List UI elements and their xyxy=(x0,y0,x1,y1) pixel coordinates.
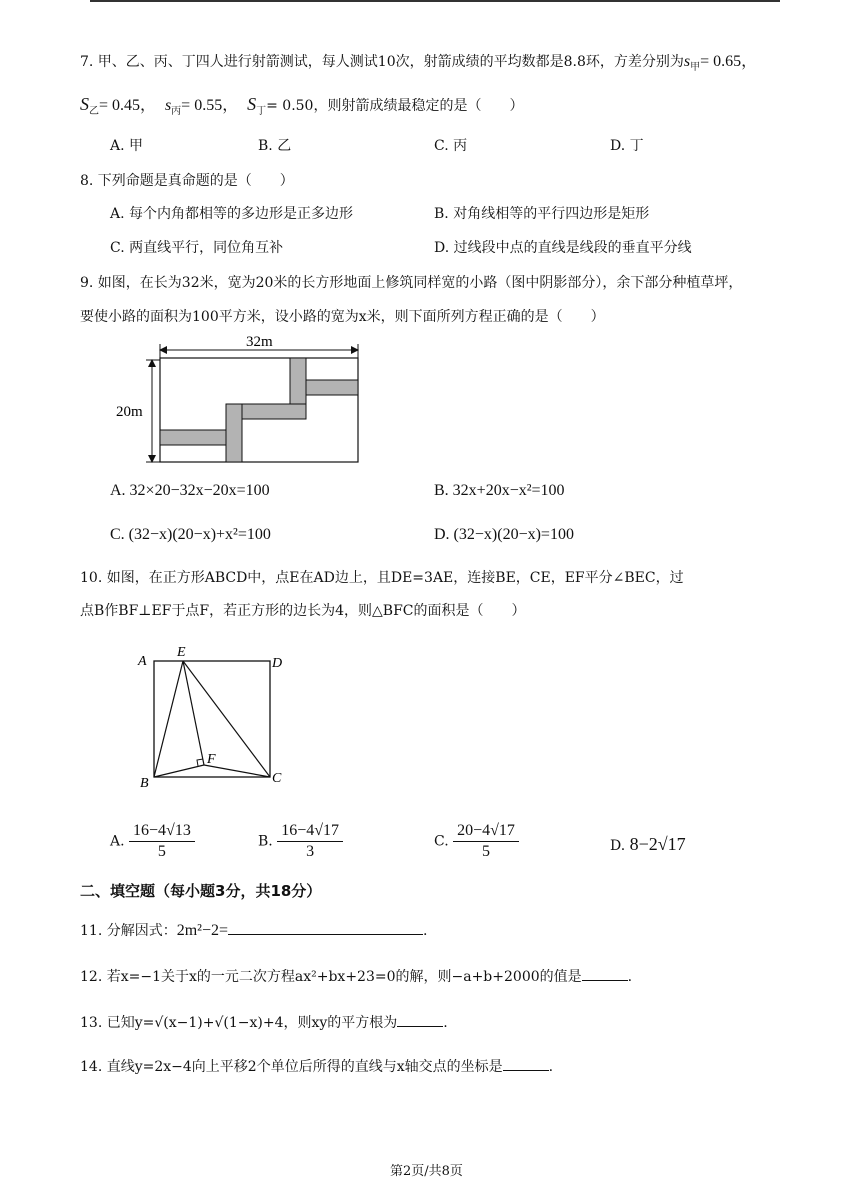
height-label: 20m xyxy=(116,404,143,420)
page-footer: 第2页/共8页 xyxy=(390,1164,463,1179)
path-segment xyxy=(306,380,358,395)
label-f: F xyxy=(207,752,216,767)
q14: 14. 直线y=2x−4向上平移2个单位后所得的直线与x轴交点的坐标是 . xyxy=(80,1059,554,1075)
q10-option-a: A. $\frac{16-4√13}{5}$ xyxy=(110,822,195,861)
q7-line2: $S_乙= 0.45$， $s_丙= 0.55$， $S_丁= 0.50$，则射箭成绩最稳定的是（ ） xyxy=(80,94,524,117)
q10-line1: 10. 如图，在正方形ABCD中，点E在AD边上，且DE=3AE，连接BE，CE，EF平分∠BEC，过 xyxy=(80,570,684,586)
q9-option-a: A. 32×20−32x−20x=100 xyxy=(110,482,270,499)
q10-figure xyxy=(130,645,300,795)
label-c: C xyxy=(272,771,282,786)
q11: 11. 分解因式：2m²−2= . xyxy=(80,922,428,939)
label-a: A xyxy=(138,654,147,669)
label-e: E xyxy=(177,645,186,660)
path-segment xyxy=(290,358,306,404)
q8-option-d: D. 过线段中点的直线是线段的垂直平分线 xyxy=(434,240,692,256)
q9-option-d: D. (32−x)(20−x)=100 xyxy=(434,526,574,543)
path-segment xyxy=(160,430,226,445)
q7-option-a: A. 甲 xyxy=(110,138,144,154)
q9-option-c: C. (32−x)(20−x)+x²=100 xyxy=(110,526,271,543)
q10-option-c: C. $\frac{20-4√17}{5}$ xyxy=(434,822,519,861)
q7-line1: 7. 甲、乙、丙、丁四人进行射箭测试，每人测试10次，射箭成绩的平均数都是8.8环，方差分别为$s_甲= 0.65$， xyxy=(80,53,758,73)
top-rule xyxy=(90,0,780,2)
q9-line2: 要使小路的面积为100平方米，设小路的宽为x米，则下面所列方程正确的是（ ） xyxy=(80,309,605,325)
q13: 13. 已知y=√(x−1)+√(1−x)+4，则xy的平方根为 . xyxy=(80,1015,448,1031)
q14-answer-blank[interactable] xyxy=(503,1058,549,1071)
q13-answer-blank[interactable] xyxy=(397,1014,443,1027)
q7-option-c: C. 丙 xyxy=(434,138,468,154)
segment-ce xyxy=(183,661,270,777)
q8-stem: 8. 下列命题是真命题的是（ ） xyxy=(80,173,294,189)
segment-be xyxy=(154,661,183,777)
q8-option-b: B. 对角线相等的平行四边形是矩形 xyxy=(434,206,650,222)
path-segment xyxy=(226,404,242,462)
label-b: B xyxy=(140,776,149,791)
q9-line1: 9. 如图，在长为32米，宽为20米的长方形地面上修筑同样宽的小路（图中阴影部分），余下部分种植草坪， xyxy=(80,275,743,291)
label-d: D xyxy=(272,656,283,671)
q10-option-b: B. $\frac{16-4√17}{3}$ xyxy=(258,822,343,861)
segment-bf xyxy=(154,765,204,777)
path-segment xyxy=(242,404,306,419)
q12: 12. 若x=−1关于x的一元二次方程ax²+bx+23=0的解，则−a+b+2000的值是 . xyxy=(80,969,633,985)
q10-line2: 点B作BF⊥EF于点F，若正方形的边长为4，则△BFC的面积是（ ） xyxy=(80,603,526,619)
segment-ef xyxy=(183,661,204,765)
q8-option-a: A. 每个内角都相等的多边形是正多边形 xyxy=(110,206,354,222)
q12-answer-blank[interactable] xyxy=(582,968,628,981)
q7-option-d: D. 丁 xyxy=(610,138,644,154)
q10-option-d: D. 8−2√17 xyxy=(610,834,686,854)
q9-option-b: B. 32x+20x−x²=100 xyxy=(434,482,565,499)
q8-option-c: C. 两直线平行，同位角互补 xyxy=(110,240,284,256)
section-fill-in-title: 二、填空题（每小题3分，共18分） xyxy=(80,882,322,900)
q11-answer-blank[interactable] xyxy=(228,922,423,935)
width-label: 32m xyxy=(246,334,273,350)
q7-option-b: B. 乙 xyxy=(258,138,292,154)
q9-figure xyxy=(110,330,370,470)
